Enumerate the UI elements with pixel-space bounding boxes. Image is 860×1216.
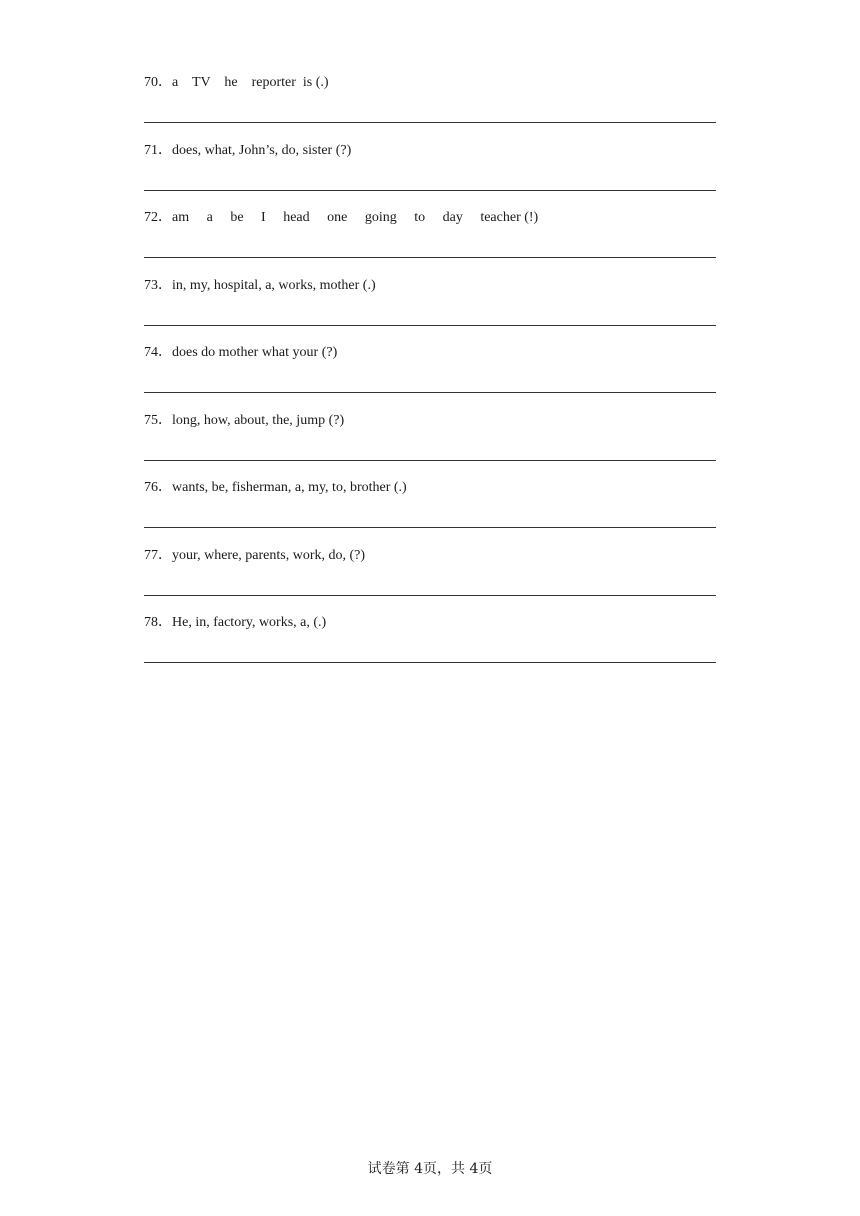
question-words: wants, be, fisherman, a, my, to, brother (.) — [172, 480, 407, 495]
question-number: 73． — [144, 277, 172, 293]
question-number: 77． — [144, 547, 172, 563]
question-words: long, how, about, the, jump (?) — [172, 412, 345, 428]
question-number: 78． — [144, 615, 172, 630]
question-number: 70． — [144, 75, 172, 90]
question-number: 74． — [144, 345, 172, 360]
question-words: your, where, parents, work, do, (?) — [172, 547, 366, 563]
answer-line[interactable] — [144, 662, 716, 663]
question-words: He, in, factory, works, a, (.) — [172, 615, 327, 630]
question-number: 71． — [144, 142, 172, 158]
question-words: does do mother what your (?) — [172, 345, 338, 360]
question-words: am a be I head one going to day teacher (!) — [172, 210, 539, 225]
question-76 — [144, 405, 716, 495]
question-74 — [144, 270, 716, 360]
question-72 — [144, 135, 716, 225]
question-number: 76． — [144, 480, 172, 495]
question-number: 72． — [144, 210, 172, 225]
question-75 — [144, 338, 716, 428]
question-words: a TV he reporter is (.) — [172, 75, 329, 90]
question-71 — [144, 68, 716, 158]
question-73 — [144, 203, 716, 293]
question-70 — [144, 0, 716, 90]
page-footer: 试卷第 4页，共 4页 — [367, 1161, 493, 1177]
question-words: in, my, hospital, a, works, mother (.) — [172, 277, 376, 293]
question-prompt — [144, 614, 326, 632]
question-words: does, what, John’s, do, sister (?) — [172, 142, 352, 158]
question-78 — [144, 540, 716, 630]
question-77 — [144, 473, 716, 563]
question-number: 75． — [144, 412, 172, 428]
